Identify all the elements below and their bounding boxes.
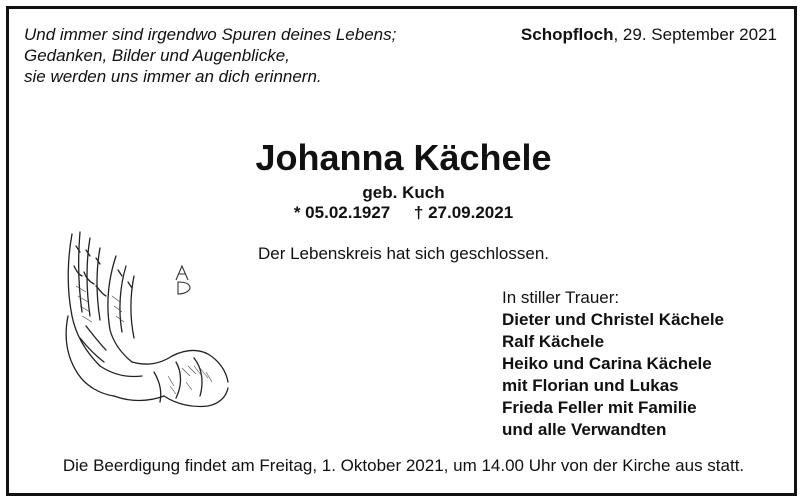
memorial-verse — [24, 24, 396, 87]
mourner-name: Dieter und Christel Kächele — [502, 310, 725, 329]
mourner-name: und alle Verwandten — [502, 420, 667, 439]
maiden-name: geb. Kuch — [362, 183, 445, 202]
verse-line-1: Und immer sind irgendwo Spuren deines Lebens; — [24, 25, 397, 44]
mourners-intro: In stiller Trauer: — [502, 288, 620, 307]
praying-hands-icon — [56, 226, 232, 410]
funeral-notice: Die Beerdigung findet am Freitag, 1. Oktober 2021, um 14.00 Uhr von der Kirche aus statt. — [62, 456, 745, 475]
mourner-name: Frieda Feller mit Familie — [502, 398, 697, 417]
memorial-motto: Der Lebenskreis hat sich geschlossen. — [257, 244, 550, 263]
place-and-date — [521, 24, 777, 45]
mourner-name: Heiko und Carina Kächele — [502, 354, 712, 373]
deceased-name: Johanna Kächele — [255, 137, 552, 178]
life-dates — [0, 203, 807, 223]
death-date: † 27.09.2021 — [413, 203, 514, 222]
mourner-name: mit Florian und Lukas — [502, 376, 679, 395]
mourners-list — [502, 287, 724, 441]
verse-line-3: sie werden uns immer an dich erinnern. — [24, 67, 322, 86]
verse-line-2: Gedanken, Bilder und Augenblicke, — [24, 46, 290, 65]
mourner-name: Ralf Kächele — [502, 332, 605, 351]
notice-date: , 29. September 2021 — [613, 25, 777, 44]
birth-date: * 05.02.1927 — [293, 203, 391, 222]
place-name: Schopfloch — [520, 25, 614, 44]
